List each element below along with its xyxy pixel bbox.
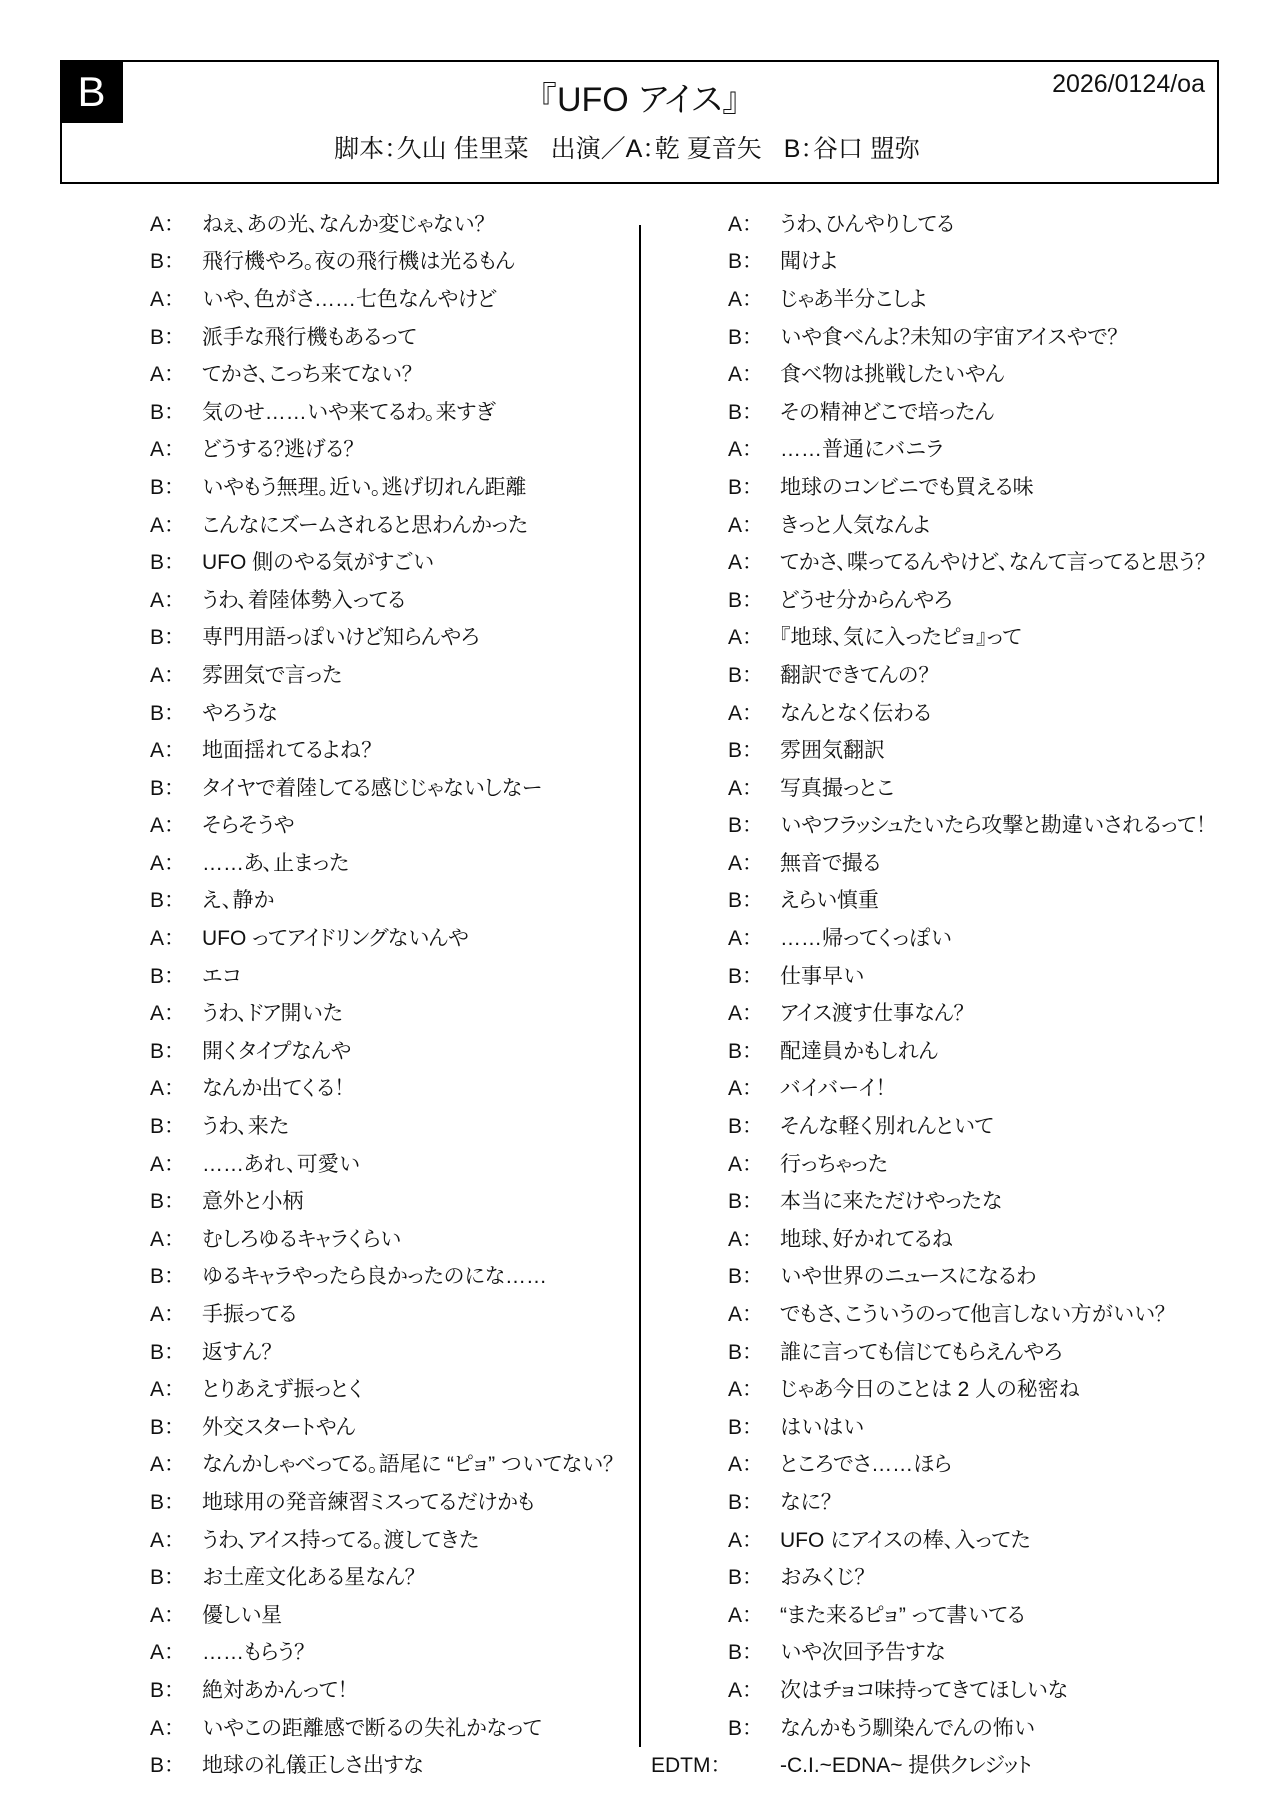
- speaker-label: B：: [728, 814, 753, 838]
- dialogue-line: [728, 881, 1228, 919]
- line-text: なんとなく伝わる: [780, 701, 932, 725]
- speaker-label: B：: [728, 588, 753, 612]
- speaker-label: A：: [728, 1378, 753, 1402]
- speaker-label: A：: [728, 851, 753, 875]
- line-text: いや世界のニュースになるわ: [780, 1265, 1037, 1289]
- line-text: 行っちゃった: [780, 1152, 888, 1176]
- cast-name-a: 乾 夏音矢: [654, 135, 762, 163]
- speaker-label: A：: [728, 1002, 753, 1026]
- speaker-label: A：: [728, 927, 753, 951]
- version-badge: B: [60, 60, 123, 123]
- line-text: なんかもう馴染んでんの怖い: [780, 1716, 1035, 1740]
- line-text: ところでさ……ほら: [780, 1453, 952, 1477]
- speaker-label: B：: [150, 1415, 175, 1439]
- speaker-label: B：: [150, 626, 175, 650]
- line-text: お土産文化ある星なん？: [202, 1566, 416, 1590]
- speaker-label: B：: [150, 1190, 175, 1214]
- speaker-label: B：: [728, 1490, 753, 1514]
- line-text: “また来るピョ” って書いてる: [780, 1603, 1025, 1627]
- speaker-label: A：: [150, 1603, 175, 1627]
- dialogue-line: [728, 580, 1228, 618]
- dialogue-line: [150, 1369, 638, 1407]
- cast-role-a: A：: [625, 135, 655, 163]
- dialogue-line: [728, 1482, 1228, 1520]
- speaker-label: A：: [150, 438, 175, 462]
- dialogue-line: [150, 354, 638, 392]
- speaker-label: A：: [150, 739, 175, 763]
- line-text: 本当に来ただけやったな: [780, 1190, 1003, 1214]
- speaker-label: A：: [728, 438, 753, 462]
- dialogue-line: [728, 1332, 1228, 1370]
- line-text: 地球、好かれてるね: [780, 1227, 954, 1251]
- speaker-label: B：: [728, 1415, 753, 1439]
- line-text: 返すん？: [202, 1340, 272, 1364]
- speaker-label: B：: [150, 776, 175, 800]
- speaker-label: A：: [728, 701, 753, 725]
- dialogue-line: [150, 1219, 638, 1257]
- dialogue-line: [150, 1482, 638, 1520]
- line-text: 無音で撮る: [780, 851, 881, 875]
- script-title: 『UFO アイス』: [539, 81, 740, 119]
- speaker-label: A：: [728, 513, 753, 537]
- line-text: 地面揺れてるよね？: [202, 739, 372, 763]
- line-text: いやこの距離感で断るの失礼かなって: [202, 1716, 542, 1740]
- dialogue-line: [150, 1332, 638, 1370]
- dialogue-line: [728, 1708, 1228, 1746]
- speaker-label: A：: [728, 776, 753, 800]
- speaker-label: A：: [150, 1303, 175, 1327]
- dialogue-line: [150, 505, 638, 543]
- speaker-label: B：: [728, 964, 753, 988]
- dialogue-line: [150, 204, 638, 242]
- speaker-label: B：: [728, 739, 753, 763]
- line-text: タイヤで着陸してる感じじゃないしなー: [202, 776, 543, 800]
- line-text: 『地球、気に入ったピョ』って: [780, 626, 1022, 650]
- line-text: UFO 側のやる気がすごい: [202, 551, 434, 575]
- speaker-label: A：: [150, 1152, 175, 1176]
- line-text: うわ、着陸体勢入ってる: [202, 588, 406, 612]
- dialogue-line: [728, 1294, 1228, 1332]
- speaker-label: A：: [728, 1227, 753, 1251]
- speaker-label: A：: [728, 626, 753, 650]
- line-text: じゃあ今日のことは 2 人の秘密ね: [780, 1378, 1080, 1402]
- dialogue-line: [728, 1219, 1228, 1257]
- speaker-label: A：: [728, 1303, 753, 1327]
- dialogue-line: [728, 1144, 1228, 1182]
- line-text: いやもう無理。近い。逃げ切れん距離: [202, 475, 527, 499]
- line-text: 開くタイプなんや: [202, 1039, 352, 1063]
- speaker-label: A：: [150, 1378, 175, 1402]
- dialogue-column-right: [651, 204, 1228, 1783]
- line-text: やろうな: [202, 701, 278, 725]
- dialogue-line: [728, 392, 1228, 430]
- dialogue-line: [728, 430, 1228, 468]
- dialogue-line: [150, 1595, 638, 1633]
- line-text: 手振ってる: [202, 1303, 297, 1327]
- line-text: うわ、ドア開いた: [202, 1002, 343, 1026]
- speaker-label: A：: [728, 287, 753, 311]
- line-text: 地球のコンビニでも買える味: [780, 475, 1034, 499]
- dialogue-line: [150, 1557, 638, 1595]
- edtm-text: -C.I.~EDNA~ 提供クレジット: [780, 1754, 1033, 1778]
- column-divider: [639, 225, 641, 1747]
- line-text: 絶対あかんって！: [202, 1678, 349, 1702]
- dialogue-line: [150, 993, 638, 1031]
- dialogue-line: [150, 693, 638, 731]
- line-text: なに？: [780, 1490, 832, 1514]
- speaker-label: B：: [150, 1115, 175, 1139]
- broadcast-date-code: 2026/0124/oa: [1052, 70, 1205, 98]
- line-text: 優しい星: [202, 1603, 283, 1627]
- cast-role-b: B：: [783, 135, 813, 163]
- line-text: 気のせ……いや来てるわ。来すぎ: [202, 400, 496, 424]
- line-text: なんか出てくる！: [202, 1077, 345, 1101]
- dialogue-line: [150, 542, 638, 580]
- line-text: うわ、ひんやりしてる: [780, 212, 955, 236]
- line-text: ……普通にバニラ: [780, 438, 944, 462]
- dialogue-column-left: [150, 204, 638, 1783]
- dialogue-line: [728, 1595, 1228, 1633]
- dialogue-line: [728, 918, 1228, 956]
- speaker-label: B：: [150, 551, 175, 575]
- line-text: ねぇ、あの光、なんか変じゃない？: [202, 212, 485, 236]
- line-text: こんなにズームされると思わんかった: [202, 513, 528, 537]
- speaker-label: B：: [150, 1340, 175, 1364]
- dialogue-line: [150, 1670, 638, 1708]
- speaker-label: A：: [150, 851, 175, 875]
- dialogue-line: [728, 993, 1228, 1031]
- speaker-label: A：: [150, 363, 175, 387]
- dialogue-line: [728, 1670, 1228, 1708]
- speaker-label: B：: [150, 1678, 175, 1702]
- line-text: UFO にアイスの棒、入ってた: [780, 1528, 1031, 1552]
- dialogue-line: [728, 768, 1228, 806]
- dialogue-line: [150, 317, 638, 355]
- speaker-label: A：: [150, 1077, 175, 1101]
- line-text: そらそうや: [202, 814, 295, 838]
- dialogue-line: [150, 1144, 638, 1182]
- line-text: 意外と小柄: [202, 1190, 304, 1214]
- dialogue-line: [150, 1708, 638, 1746]
- dialogue-line: [728, 1031, 1228, 1069]
- line-text: バイバーイ！: [780, 1077, 886, 1101]
- dialogue-line: [728, 505, 1228, 543]
- speaker-label: B：: [150, 250, 175, 274]
- speaker-label: A：: [728, 1528, 753, 1552]
- dialogue-line: [728, 1106, 1228, 1144]
- line-text: エコ: [202, 964, 241, 988]
- speaker-label: B：: [150, 400, 175, 424]
- dialogue-line: [150, 1633, 638, 1671]
- dialogue-line: [728, 1069, 1228, 1107]
- dialogue-line: [728, 1257, 1228, 1295]
- speaker-label: A：: [150, 513, 175, 537]
- dialogue-line: [150, 279, 638, 317]
- dialogue-line: [150, 580, 638, 618]
- speaker-label: A：: [150, 663, 175, 687]
- dialogue-line: [728, 1369, 1228, 1407]
- speaker-label: A：: [728, 551, 753, 575]
- speaker-label: B：: [150, 701, 175, 725]
- dialogue-line: [728, 1445, 1228, 1483]
- line-text: うわ、アイス持ってる。渡してきた: [202, 1528, 480, 1552]
- speaker-label: B：: [728, 1039, 753, 1063]
- line-text: 専門用語っぽいけど知らんやろ: [202, 626, 480, 650]
- dialogue-line: [728, 204, 1228, 242]
- dialogue-line: [728, 806, 1228, 844]
- dialogue-line: [728, 843, 1228, 881]
- line-text: ……帰ってくっぽい: [780, 927, 952, 951]
- writer-name: 久山 佳里菜: [396, 135, 529, 163]
- dialogue-line: [150, 1257, 638, 1295]
- line-text: なんかしゃべってる。語尾に “ピョ” ついてない？: [202, 1453, 614, 1477]
- speaker-label: B：: [150, 1754, 175, 1778]
- dialogue-line: [728, 279, 1228, 317]
- dialogue-line: [728, 618, 1228, 656]
- line-text: おみくじ？: [780, 1566, 865, 1590]
- speaker-label: B：: [150, 1490, 175, 1514]
- line-text: てかさ、喋ってるんやけど、なんて言ってると思う？: [780, 551, 1206, 575]
- speaker-label: B：: [728, 1265, 753, 1289]
- line-text: 誰に言っても信じてもらえんやろ: [780, 1340, 1063, 1364]
- line-text: ゆるキャラやったら良かったのにな……: [202, 1265, 547, 1289]
- speaker-label: B：: [728, 1340, 753, 1364]
- speaker-label: B：: [150, 1039, 175, 1063]
- speaker-label: A：: [150, 1716, 175, 1740]
- dialogue-line: [728, 1520, 1228, 1558]
- speaker-label: A：: [728, 1678, 753, 1702]
- speaker-label: B：: [728, 250, 753, 274]
- speaker-label: A：: [728, 363, 753, 387]
- line-text: じゃあ半分こしよ: [780, 287, 927, 311]
- line-text: ……あ、止まった: [202, 851, 350, 875]
- dialogue-line: [150, 768, 638, 806]
- line-text: いや、色がさ……七色なんやけど: [202, 287, 497, 311]
- line-text: 雰囲気翻訳: [780, 739, 885, 763]
- line-text: UFO ってアイドリングないんや: [202, 927, 469, 951]
- line-text: ……もらう？: [202, 1641, 305, 1665]
- speaker-label: B：: [150, 1265, 175, 1289]
- line-text: 地球用の発音練習ミスってるだけかも: [202, 1490, 535, 1514]
- line-text: むしろゆるキャラくらい: [202, 1227, 401, 1251]
- dialogue-line: [150, 1745, 638, 1783]
- line-text: 飛行機やろ。夜の飛行機は光るもん: [202, 250, 515, 274]
- dialogue-line: [150, 881, 638, 919]
- line-text: いや次回予告すな: [780, 1641, 946, 1665]
- script-label: 脚本：: [334, 135, 397, 163]
- dialogue-line: [150, 1106, 638, 1144]
- speaker-label: A：: [150, 1002, 175, 1026]
- line-text: 仕事早い: [780, 964, 864, 988]
- dialogue-line: [150, 1407, 638, 1445]
- line-text: きっと人気なんよ: [780, 513, 931, 537]
- dialogue-line: [150, 843, 638, 881]
- dialogue-line: [728, 956, 1228, 994]
- line-text: ……あれ、可愛い: [202, 1152, 360, 1176]
- speaker-label: A：: [150, 588, 175, 612]
- speaker-label: B：: [728, 400, 753, 424]
- dialogue-line: [150, 1031, 638, 1069]
- speaker-label: B：: [728, 1716, 753, 1740]
- dialogue-line: [150, 1181, 638, 1219]
- speaker-label: A：: [150, 212, 175, 236]
- speaker-label: B：: [728, 475, 753, 499]
- speaker-label: B：: [728, 325, 753, 349]
- speaker-label: B：: [150, 475, 175, 499]
- line-text: その精神どこで培ったん: [780, 400, 994, 424]
- cast-name-b: 谷口 盟弥: [812, 135, 920, 163]
- line-text: 配達員かもしれん: [780, 1039, 938, 1063]
- dialogue-line: [728, 354, 1228, 392]
- dialogue-line: [150, 806, 638, 844]
- speaker-label: A：: [150, 814, 175, 838]
- speaker-label: B：: [728, 1641, 753, 1665]
- speaker-label: B：: [150, 1566, 175, 1590]
- speaker-label: A：: [728, 1077, 753, 1101]
- dialogue-line: [728, 1633, 1228, 1671]
- speaker-label: A：: [728, 1603, 753, 1627]
- dialogue-line: [150, 618, 638, 656]
- dialogue-line: [728, 542, 1228, 580]
- line-text: 次はチョコ味持ってきてほしいな: [780, 1678, 1068, 1702]
- speaker-label: B：: [728, 1115, 753, 1139]
- line-text: うわ、来た: [202, 1115, 290, 1139]
- ending-credit-line: [651, 1745, 1228, 1783]
- line-text: 派手な飛行機もあるって: [202, 325, 417, 349]
- line-text: てかさ、こっち来てない？: [202, 363, 413, 387]
- line-text: 地球の礼儀正しさ出すな: [202, 1754, 424, 1778]
- speaker-label: B：: [150, 889, 175, 913]
- line-text: そんな軽く別れんといて: [780, 1115, 994, 1139]
- speaker-label: A：: [728, 1152, 753, 1176]
- line-text: 翻訳できてんの？: [780, 663, 929, 687]
- line-text: 食べ物は挑戦したいやん: [780, 363, 1005, 387]
- line-text: はいはい: [780, 1415, 864, 1439]
- script-header: [60, 60, 1219, 184]
- speaker-label: B：: [728, 1190, 753, 1214]
- dialogue-line: [728, 693, 1228, 731]
- speaker-label: A：: [150, 1528, 175, 1552]
- line-text: いやフラッシュたいたら攻撃と勘違いされるって！: [780, 814, 1207, 838]
- dialogue-line: [728, 1557, 1228, 1595]
- dialogue-line: [150, 655, 638, 693]
- dialogue-line: [728, 242, 1228, 280]
- speaker-label: A：: [728, 1453, 753, 1477]
- dialogue-line: [150, 1069, 638, 1107]
- dialogue-line: [150, 918, 638, 956]
- speaker-label: B：: [728, 1566, 753, 1590]
- speaker-label: B：: [728, 889, 753, 913]
- dialogue-line: [150, 956, 638, 994]
- line-text: どうせ分からんやろ: [780, 588, 953, 612]
- speaker-label: A：: [728, 212, 753, 236]
- speaker-label: A：: [150, 927, 175, 951]
- line-text: アイス渡す仕事なん？: [780, 1002, 964, 1026]
- line-text: え、静か: [202, 889, 274, 913]
- speaker-label: B：: [150, 325, 175, 349]
- dialogue-line: [150, 430, 638, 468]
- dialogue-line: [150, 1294, 638, 1332]
- dialogue-line: [150, 392, 638, 430]
- line-text: どうする？逃げる？: [202, 438, 354, 462]
- speaker-label: B：: [150, 964, 175, 988]
- dialogue-line: [728, 655, 1228, 693]
- dialogue-line: [150, 242, 638, 280]
- speaker-label: A：: [150, 1227, 175, 1251]
- line-text: 雰囲気で言った: [202, 663, 343, 687]
- edtm-label: EDTM：: [651, 1754, 721, 1778]
- line-text: 外交スタートやん: [202, 1415, 356, 1439]
- dialogue-line: [150, 1520, 638, 1558]
- speaker-label: A：: [150, 1453, 175, 1477]
- line-text: とりあえず振っとく: [202, 1378, 364, 1402]
- dialogue-line: [728, 1407, 1228, 1445]
- dialogue-line: [728, 1181, 1228, 1219]
- line-text: 写真撮っとこ: [780, 776, 895, 800]
- cast-label: 出演／: [550, 135, 626, 163]
- dialogue-line: [728, 467, 1228, 505]
- line-text: いや食べんよ？未知の宇宙アイスやで？: [780, 325, 1118, 349]
- line-text: でもさ、こういうのって他言しない方がいい？: [780, 1303, 1166, 1327]
- speaker-label: B：: [728, 663, 753, 687]
- dialogue-line: [150, 467, 638, 505]
- dialogue-line: [150, 1445, 638, 1483]
- credits-line: [62, 134, 1217, 164]
- line-text: えらい慎重: [780, 889, 879, 913]
- speaker-label: A：: [150, 287, 175, 311]
- line-text: 聞けよ: [780, 250, 838, 274]
- dialogue-line: [150, 730, 638, 768]
- speaker-label: A：: [150, 1641, 175, 1665]
- dialogue-line: [728, 317, 1228, 355]
- dialogue-line: [728, 730, 1228, 768]
